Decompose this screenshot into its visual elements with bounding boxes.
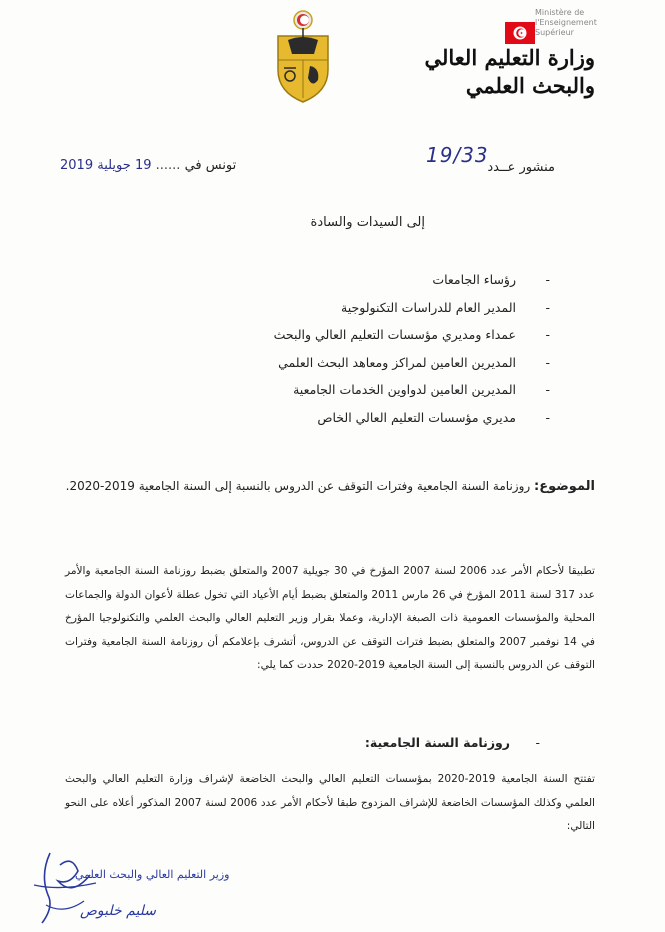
signatory-title: وزير التعليم العالي والبحث العلمي bbox=[75, 868, 230, 881]
list-dash: - bbox=[545, 327, 550, 342]
circular-number: 19/33 bbox=[426, 143, 489, 167]
date-dots: ...... bbox=[155, 158, 181, 173]
section-title: روزنامة السنة الجامعية: bbox=[364, 735, 510, 750]
coat-of-arms-icon bbox=[272, 8, 334, 104]
addressee-text: المديرين العامين لمراكز ومعاهد البحث العلمي bbox=[278, 354, 516, 370]
date-value: 19 جويلية 2019 bbox=[60, 158, 152, 173]
addressee-list bbox=[130, 272, 550, 437]
ministry-name-line2: والبحث العلمي bbox=[465, 73, 595, 98]
body-paragraph-1: تطبيقا لأحكام الأمر عدد 2006 لسنة 2007 المؤرخ في 30 جويلية 2007 والمتعلق بضبط روزنامة السنة الجامعية والأمر عدد 317 لسنة 2011 المؤرخ في 26 مارس 2011 والمتعلق بضبط أيام الأعياد التي تخول عطلة لأعوان الدولة والجماعات المحلية والمؤسسات العمومية ذات الصبغة الإدارية، وعملا بقرار وزير التعليم العالي والبحث العلمي والتكنولوجيا المؤرخ في 14 نوفمبر 2007 والمتعلق بضبط فترات التوقف عن الدروس، أتشرف بإعلامكم أن روزنامة السنة الجامعية وفترات التوقف عن الدروس بالنسبة إلى السنة الجامعية 2019-2020 حددت كما يلي: bbox=[65, 565, 595, 671]
addressee-text: عمداء ومديري مؤسسات التعليم العالي والبحث bbox=[273, 327, 516, 342]
ministry-name bbox=[420, 44, 595, 100]
signatory-name: سليم خلبوص bbox=[80, 903, 157, 919]
circular-label: منشور عــدد bbox=[487, 160, 555, 175]
list-dash: - bbox=[545, 354, 550, 370]
list-item bbox=[130, 355, 550, 383]
list-item bbox=[130, 410, 550, 438]
date-line bbox=[60, 158, 236, 173]
list-dash: - bbox=[545, 382, 550, 397]
list-item bbox=[130, 382, 550, 410]
addressee-text: المديرين العامين لدواوين الخدمات الجامعية bbox=[293, 382, 516, 397]
tunisia-flag-icon bbox=[505, 22, 535, 44]
subject-line bbox=[65, 479, 595, 494]
list-dash: - bbox=[545, 272, 550, 287]
subject-text: روزنامة السنة الجامعية وفترات التوقف عن الدروس بالنسبة إلى السنة الجامعية 2019-2020. bbox=[65, 479, 531, 493]
list-item bbox=[130, 300, 550, 328]
subject-label: الموضوع: bbox=[534, 479, 595, 494]
list-item bbox=[130, 272, 550, 300]
list-dash: - bbox=[545, 299, 550, 315]
addressee-text: رؤساء الجامعات bbox=[432, 272, 516, 287]
body-paragraph-2: تفتتح السنة الجامعية 2019-2020 بمؤسسات التعليم العالي والبحث الخاضعة لإشراف وزارة التعليم العالي والبحث العلمي وكذلك المؤسسات الخاضعة للإشراف المزدوج طبقا لأحكام الأمر عدد 2006 لسنة 2007 المذكور أعلاه على النحو التالي: bbox=[65, 773, 595, 832]
ministry-latin-name: Ministère de l'Enseignement Supérieur bbox=[535, 8, 597, 37]
ministry-name-line1: وزارة التعليم العالي bbox=[424, 45, 595, 70]
section-dash: - bbox=[535, 735, 540, 750]
list-dash: - bbox=[545, 409, 550, 425]
section-heading bbox=[365, 735, 540, 750]
list-item bbox=[130, 327, 550, 355]
tunis-label: تونس في bbox=[184, 158, 237, 173]
to-line: إلى السيدات والسادة bbox=[310, 215, 425, 230]
addressee-text: مديري مؤسسات التعليم العالي الخاص bbox=[317, 409, 516, 425]
addressee-text: المدير العام للدراسات التكنولوجية bbox=[341, 299, 516, 315]
